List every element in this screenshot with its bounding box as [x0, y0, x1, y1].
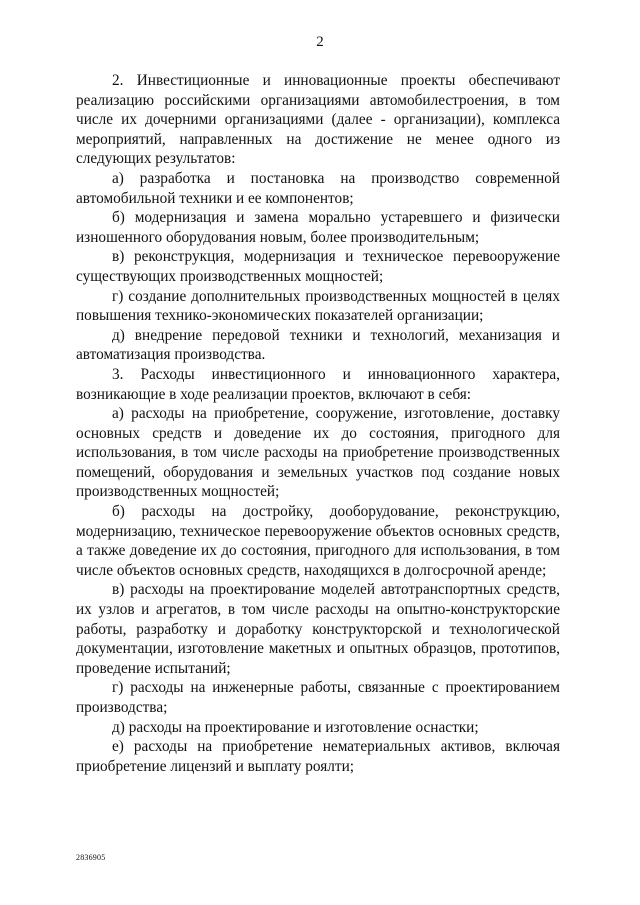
- paragraph-3e: е) расходы на приобретение нематериальных активов, включая приобретение лицензий и выплату роялти;: [76, 738, 560, 775]
- paragraph-3d: д) расходы на проектирование и изготовление оснастки;: [112, 718, 479, 736]
- paragraph-3: 3. Расходы инвестиционного и инновационного характера, возникающие в ходе реализации проектов, включают в себя:: [76, 365, 560, 403]
- paragraph-2g: г) создание дополнительных производственных мощностей в целях повышения технико-экономических показателей организации;: [76, 287, 560, 325]
- page-number: 2: [316, 34, 324, 50]
- paragraph-3a: а) расходы на приобретение, сооружение, изготовление, доставку основных средств и доведение их до состояния, пригодного для использования, в том числе расходы на приобретение производственных помещений, оборудования и земельных участков под создание новых производственных мощностей;: [76, 405, 560, 501]
- paragraph-2d: д) внедрение передовой техники и технологий, механизация и автоматизация производства.: [76, 326, 560, 364]
- paragraph-2v: в) реконструкция, модернизация и техническое перевооружение существующих производственных мощностей;: [76, 248, 560, 285]
- paragraph-3b: б) расходы на достройку, дооборудование, реконструкцию, модернизацию, техническое перевооружение объектов основных средств, а также доведение их до состояния, пригодного для использования, в том числе объектов основных средств, находящихся в долгосрочной аренде;: [76, 503, 560, 579]
- paragraph-2: 2. Инвестиционные и инновационные проекты обеспечивают реализацию российскими организациями автомобилестроения, в том числе их дочерними организациями (далее - организации), комплекса мероприятий, направленных на достижение не менее одного из следующих результатов:: [76, 72, 560, 168]
- paragraph-3v: в) расходы на проектирование моделей автотранспортных средств, их узлов и агрегатов, в том числе расходы на опытно-конструкторские работы, разработку и доработку конструкторской и технологической документации, изготовление макетных и опытных образцов, прототипов, проведение испытаний;: [76, 581, 560, 677]
- document-code: 2836905: [76, 853, 106, 862]
- paragraph-2a: а) разработка и постановка на производство современной автомобильной техники и ее компонентов;: [76, 169, 560, 207]
- paragraph-2b: б) модернизация и замена морально устаревшего и физически изношенного оборудования новым, более производительным;: [76, 209, 560, 246]
- paragraph-3g: г) расходы на инженерные работы, связанные с проектированием производства;: [76, 679, 560, 716]
- document-body: [76, 71, 560, 776]
